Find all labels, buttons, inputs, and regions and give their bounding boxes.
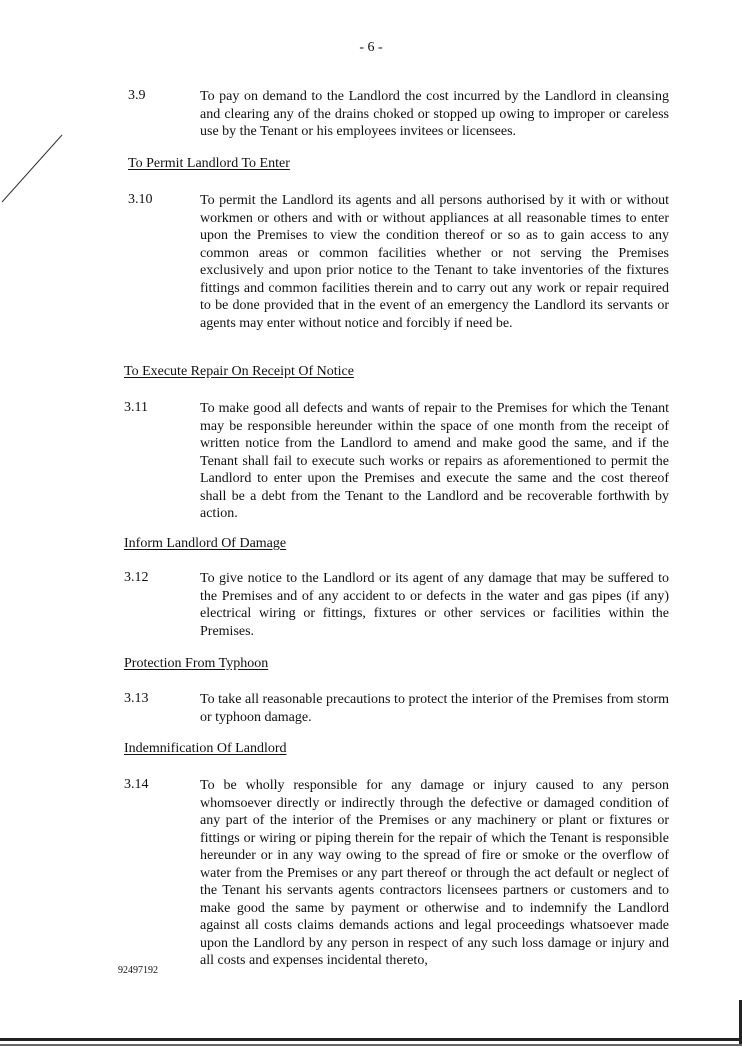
clause-text: To make good all defects and wants of repair to the Premises for which the Tenant may be responsible hereunder within the space of one month from the receipt of written notice from the Landlord to amend and make good the same, and if the Tenant shall fail to execute such works or repairs as aforementioned to permit the Landlord to enter upon the Premises and execute the same and the cost thereof shall be a debt from the Tenant to the Landlord and be recoverable forthwith by action. <box>200 401 669 521</box>
section-heading: To Execute Repair On Receipt Of Notice <box>124 364 354 379</box>
clause-text: To take all reasonable precautions to protect the interior of the Premises from storm or typhoon damage. <box>200 692 669 725</box>
scan-edge-bottom <box>0 1038 742 1041</box>
page-number: - 6 - <box>359 40 383 55</box>
clause-number: 3.9 <box>128 88 146 103</box>
section-heading: Indemnification Of Landlord <box>124 741 287 756</box>
scan-pen-mark <box>0 120 80 210</box>
clause-text: To be wholly responsible for any damage or injury caused to any person whomsoever directly or indirectly through the defective or damaged condition of any part of the interior of the Premises or any machinery or plant or fixtures or fittings or wiring or piping therein for the repair of which the Tenant is responsible hereunder or in any way owing to the spread of fire or smoke or the overflow of water from the Premises or any part thereof or through the act default or neglect of the Tenant his servants agents contractors licensees partners or customers and to make good the same by payment or otherwise and to indemnify the Landlord against all costs claims demands actions and legal proceedings whatsoever made upon the Landlord by any person in respect of any such loss damage or injury and all costs and expenses incidental thereto, <box>200 778 669 968</box>
scan-edge-bottom-shadow <box>0 1044 742 1046</box>
clause-number: 3.12 <box>124 570 149 585</box>
section-heading: Protection From Typhoon <box>124 656 269 671</box>
clause-number: 3.11 <box>124 400 148 415</box>
clause-number: 3.10 <box>128 192 153 207</box>
section-heading: To Permit Landlord To Enter <box>128 156 290 171</box>
section-heading: Inform Landlord Of Damage <box>124 536 287 551</box>
clause-text: To give notice to the Landlord or its agent of any damage that may be suffered to the Premises and of any accident to or defects in the water and gas pipes (if any) electrical wiring or fittings, fixtures or other services or facilities within the Premises. <box>200 571 669 639</box>
document-reference: 92497192 <box>118 965 158 976</box>
clause-text: To permit the Landlord its agents and all persons authorised by it with or without workmen or others and with or without appliances at all reasonable times to enter upon the Premises to view the condition thereof or so as to gain access to any common areas or common facilities whether or not serving the Premises exclusively and upon prior notice to the Tenant to take inventories of the fixtures fittings and common facilities therein and to carry out any work or repair required to be done provided that in the event of an emergency the Landlord its servants or agents may enter without notice and forcibly if need be. <box>200 193 669 331</box>
clause-number: 3.14 <box>124 777 149 792</box>
clause-number: 3.13 <box>124 691 149 706</box>
clause-text: To pay on demand to the Landlord the cost incurred by the Landlord in cleansing and clearing any of the drains choked or stopped up owing to improper or careless use by the Tenant or his employees invitees or licensees. <box>200 89 669 139</box>
